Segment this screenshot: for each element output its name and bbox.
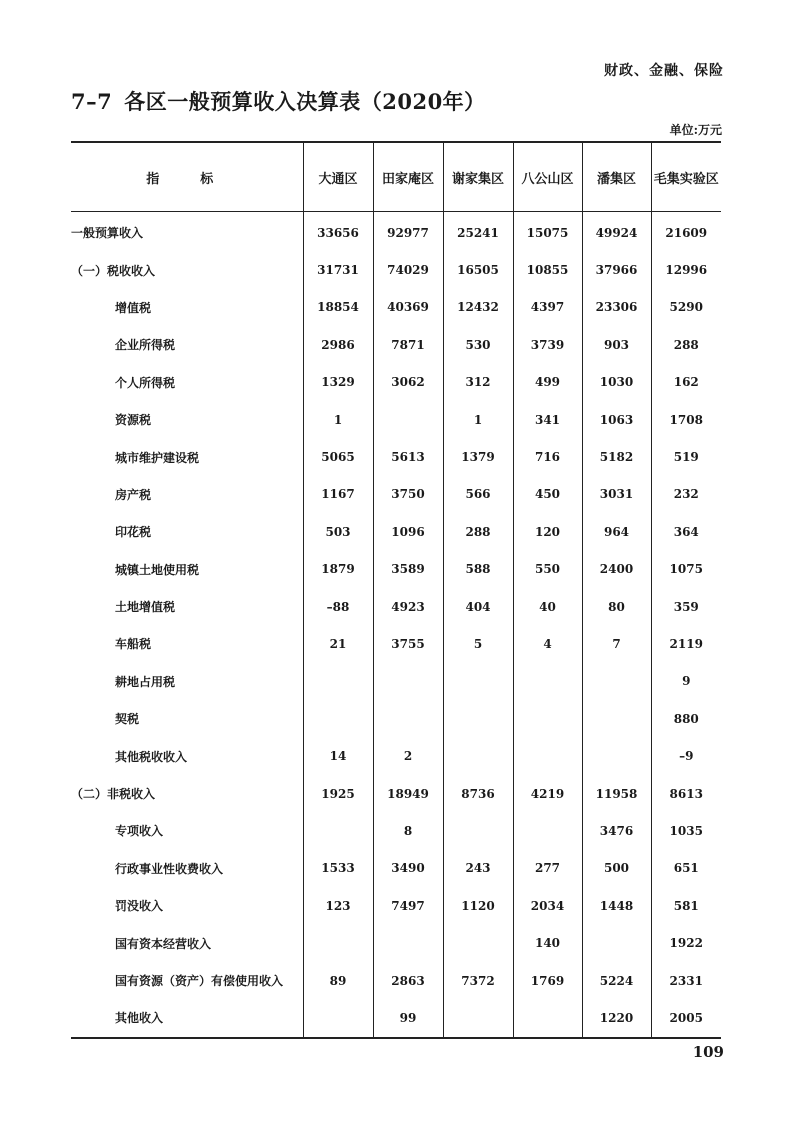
row-label: 耕地占用税 [115, 674, 176, 689]
table-row [71, 364, 721, 401]
table-cell: 1329 [303, 364, 373, 401]
table-row [71, 212, 721, 252]
table-cell [582, 663, 651, 700]
table-cell: 1922 [651, 924, 721, 961]
table-cell [303, 924, 373, 961]
table-cell: 31731 [303, 251, 373, 288]
table-cell [443, 663, 513, 700]
table-cell: 1379 [443, 438, 513, 475]
table-row [71, 251, 721, 288]
table-cell: 49924 [582, 212, 651, 252]
table-row [71, 775, 721, 812]
table-cell [443, 924, 513, 961]
table-cell: 277 [513, 850, 582, 887]
table-cell: 5224 [582, 962, 651, 999]
table-cell: 5613 [373, 438, 443, 475]
table-cell [373, 663, 443, 700]
table-cell [373, 700, 443, 737]
table-cell: 288 [651, 326, 721, 363]
table-cell: –9 [651, 737, 721, 774]
table-cell: 1925 [303, 775, 373, 812]
table-cell: 40 [513, 588, 582, 625]
table-cell [303, 663, 373, 700]
table-cell: 3476 [582, 812, 651, 849]
table-row [71, 850, 721, 887]
table-cell [303, 700, 373, 737]
table-cell: 1063 [582, 401, 651, 438]
row-label: 专项收入 [115, 824, 164, 839]
table-row [71, 438, 721, 475]
page-number: 109 [692, 1043, 724, 1061]
table-cell: 18949 [373, 775, 443, 812]
table-cell: 5182 [582, 438, 651, 475]
table-row [71, 551, 721, 588]
table-cell: 550 [513, 551, 582, 588]
table-cell: 92977 [373, 212, 443, 252]
row-label: 资源税 [115, 413, 152, 428]
table-cell: 1167 [303, 476, 373, 513]
table-cell: 288 [443, 513, 513, 550]
table-cell: 4219 [513, 775, 582, 812]
table-cell: 450 [513, 476, 582, 513]
row-label: 国有资源（资产）有偿使用收入 [115, 974, 284, 988]
table-row [71, 401, 721, 438]
row-label: 印花税 [115, 525, 152, 540]
table-cell: 4397 [513, 289, 582, 326]
table-cell: –88 [303, 588, 373, 625]
table-cell: 11958 [582, 775, 651, 812]
table-row [71, 326, 721, 363]
col-header-maoji: 毛集实验区 [651, 142, 721, 212]
table-cell [373, 924, 443, 961]
table-cell: 2400 [582, 551, 651, 588]
table-cell: 10855 [513, 251, 582, 288]
col-header-indicator: 指 标 [71, 142, 303, 212]
table-cell: 74029 [373, 251, 443, 288]
table-cell: 2331 [651, 962, 721, 999]
table-cell: 14 [303, 737, 373, 774]
table-cell: 566 [443, 476, 513, 513]
table-cell: 359 [651, 588, 721, 625]
table-cell: 1769 [513, 962, 582, 999]
table-cell: 37966 [582, 251, 651, 288]
table-cell: 2863 [373, 962, 443, 999]
table-cell: 25241 [443, 212, 513, 252]
table-cell: 7871 [373, 326, 443, 363]
table-cell: 1 [303, 401, 373, 438]
table-cell: 15075 [513, 212, 582, 252]
table-cell: 243 [443, 850, 513, 887]
table-cell: 4 [513, 625, 582, 662]
table-row [71, 700, 721, 737]
table-cell: 162 [651, 364, 721, 401]
table-cell [582, 700, 651, 737]
col-header-datong: 大通区 [303, 142, 373, 212]
row-label: 个人所得税 [115, 375, 176, 390]
table-cell: 21609 [651, 212, 721, 252]
row-label: 契税 [115, 712, 140, 727]
table-cell [443, 700, 513, 737]
table-cell: 2005 [651, 999, 721, 1037]
table-cell: 588 [443, 551, 513, 588]
table-row [71, 625, 721, 662]
table-cell: 120 [513, 513, 582, 550]
table-cell [513, 700, 582, 737]
table-cell: 21 [303, 625, 373, 662]
table-cell: 1 [443, 401, 513, 438]
table-cell: 3589 [373, 551, 443, 588]
table-cell: 5290 [651, 289, 721, 326]
table-cell: 903 [582, 326, 651, 363]
row-label: 土地增值税 [115, 600, 176, 615]
table-header-row [71, 142, 721, 212]
table-cell: 99 [373, 999, 443, 1037]
budget-table [71, 141, 721, 1039]
table-row [71, 513, 721, 550]
table-cell: 16505 [443, 251, 513, 288]
row-label: 其他收入 [115, 1011, 164, 1026]
table-cell: 12996 [651, 251, 721, 288]
row-label: 行政事业性收费收入 [115, 861, 224, 876]
table-cell: 1096 [373, 513, 443, 550]
row-label: 罚没收入 [115, 899, 164, 914]
table-cell: 89 [303, 962, 373, 999]
table-row [71, 737, 721, 774]
table-cell: 7372 [443, 962, 513, 999]
table-cell: 3739 [513, 326, 582, 363]
table-number: 7–7 [71, 89, 113, 114]
table-cell: 1220 [582, 999, 651, 1037]
table-cell [582, 737, 651, 774]
table-cell: 23306 [582, 289, 651, 326]
row-label: 增值税 [115, 300, 152, 315]
table-row [71, 476, 721, 513]
table-cell: 8736 [443, 775, 513, 812]
row-label: 城市维护建设税 [115, 450, 200, 465]
table-cell: 3750 [373, 476, 443, 513]
row-label: （二）非税收入 [71, 787, 156, 802]
table-cell: 2986 [303, 326, 373, 363]
table-cell: 3755 [373, 625, 443, 662]
table-row [71, 999, 721, 1037]
table-cell: 499 [513, 364, 582, 401]
table-row [71, 588, 721, 625]
table-cell: 8 [373, 812, 443, 849]
table-cell [443, 999, 513, 1037]
table-cell: 80 [582, 588, 651, 625]
row-label: 企业所得税 [115, 338, 176, 353]
table-cell [303, 999, 373, 1037]
table-cell [582, 924, 651, 961]
table-cell: 123 [303, 887, 373, 924]
table-cell: 2 [373, 737, 443, 774]
table-cell: 312 [443, 364, 513, 401]
table-cell: 8613 [651, 775, 721, 812]
table-row [71, 962, 721, 999]
table-cell: 364 [651, 513, 721, 550]
table-cell: 716 [513, 438, 582, 475]
table-cell: 7497 [373, 887, 443, 924]
table-cell [443, 812, 513, 849]
table-row [71, 663, 721, 700]
table-cell: 1035 [651, 812, 721, 849]
table-row [71, 812, 721, 849]
col-header-panji: 潘集区 [582, 142, 651, 212]
table-cell: 4923 [373, 588, 443, 625]
unit-label: 单位:万元 [669, 123, 722, 137]
table-cell: 1030 [582, 364, 651, 401]
col-header-bagongshan: 八公山区 [513, 142, 582, 212]
row-label: 房产税 [115, 487, 152, 502]
table-cell: 651 [651, 850, 721, 887]
table-cell: 964 [582, 513, 651, 550]
table-cell [373, 401, 443, 438]
table-cell: 341 [513, 401, 582, 438]
col-header-xiejiaji: 谢家集区 [443, 142, 513, 212]
row-label: 城镇土地使用税 [115, 562, 200, 577]
table-cell: 1075 [651, 551, 721, 588]
table-cell: 9 [651, 663, 721, 700]
table-cell: 1533 [303, 850, 373, 887]
table-cell [443, 737, 513, 774]
row-label: 其他税收收入 [115, 749, 188, 764]
row-label: 一般预算收入 [71, 226, 144, 241]
table-cell: 40369 [373, 289, 443, 326]
table-cell: 500 [582, 850, 651, 887]
table-row [71, 887, 721, 924]
table-cell: 503 [303, 513, 373, 550]
table-row [71, 289, 721, 326]
table-cell: 140 [513, 924, 582, 961]
table-cell: 880 [651, 700, 721, 737]
table-cell: 404 [443, 588, 513, 625]
row-label: （一）税收收入 [71, 263, 156, 278]
table-cell: 18854 [303, 289, 373, 326]
table-cell: 7 [582, 625, 651, 662]
table-cell: 33656 [303, 212, 373, 252]
table-cell [513, 812, 582, 849]
page-title [71, 86, 486, 116]
row-label: 国有资本经营收入 [115, 936, 212, 951]
table-cell: 581 [651, 887, 721, 924]
table-cell: 5 [443, 625, 513, 662]
table-cell: 2034 [513, 887, 582, 924]
table-cell: 2119 [651, 625, 721, 662]
table-cell: 1708 [651, 401, 721, 438]
table-cell: 519 [651, 438, 721, 475]
table-cell: 12432 [443, 289, 513, 326]
table-cell: 232 [651, 476, 721, 513]
table-title-text: 各区一般预算收入决算表（2020年） [124, 89, 486, 114]
table-cell: 3490 [373, 850, 443, 887]
table-row [71, 924, 721, 961]
col-header-tianjiaan: 田家庵区 [373, 142, 443, 212]
row-label: 车船税 [115, 637, 152, 652]
table-cell: 3062 [373, 364, 443, 401]
table-cell: 3031 [582, 476, 651, 513]
table-cell: 530 [443, 326, 513, 363]
table-cell: 1448 [582, 887, 651, 924]
table-cell [513, 999, 582, 1037]
table-cell [513, 663, 582, 700]
table-cell [513, 737, 582, 774]
table-cell: 5065 [303, 438, 373, 475]
table-cell [303, 812, 373, 849]
table-cell: 1120 [443, 887, 513, 924]
table-cell: 1879 [303, 551, 373, 588]
chapter-header: 财政、金融、保险 [604, 63, 724, 79]
